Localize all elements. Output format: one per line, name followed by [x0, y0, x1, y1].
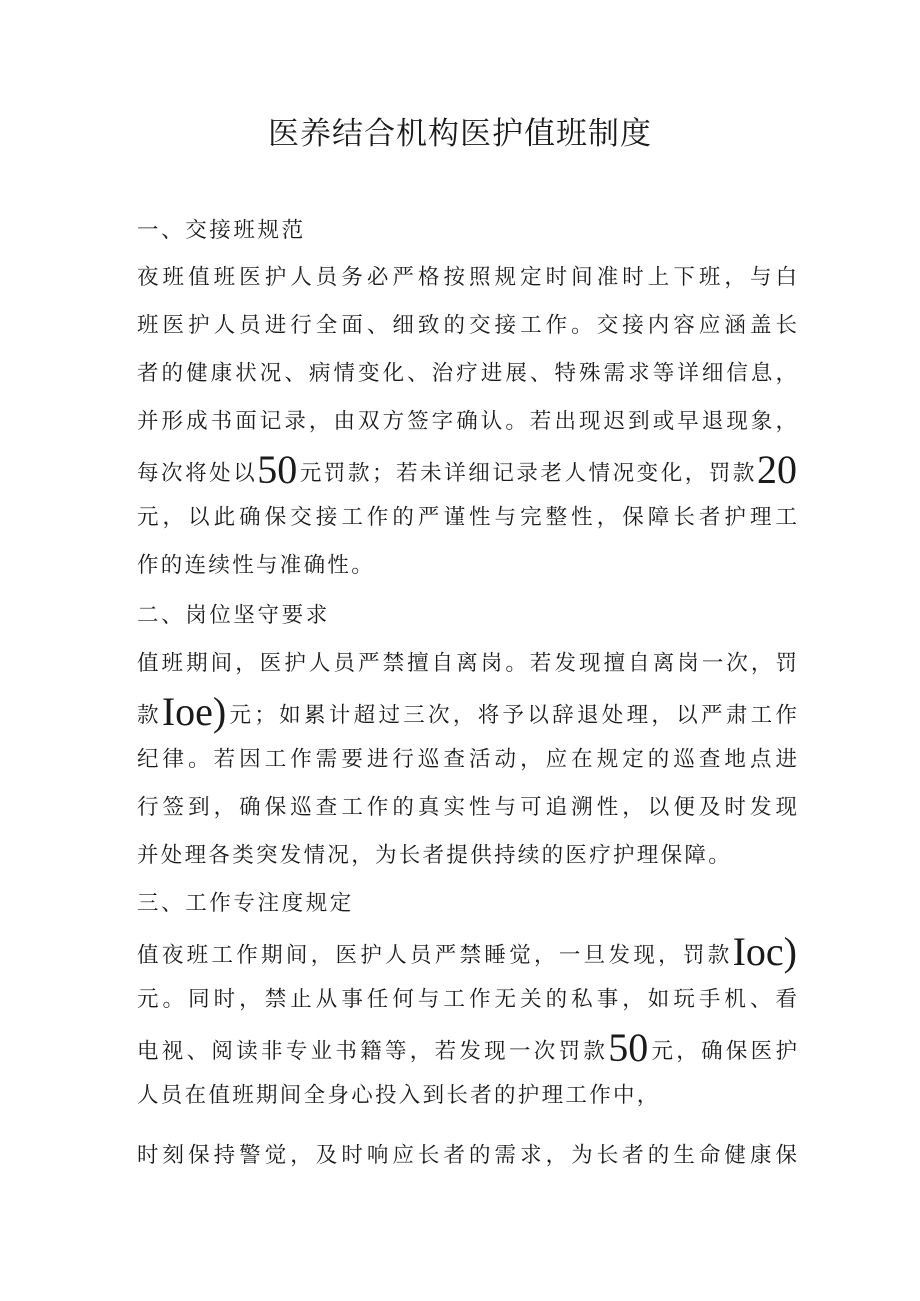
paragraph-line: 作的连续性与准确性。: [137, 553, 376, 578]
section-heading-1: 一、交接班规范: [137, 218, 306, 243]
paragraph-line: 每次将处以50元罚款；若未详细记录老人情况变化，罚款20: [137, 447, 797, 492]
paragraph-line: 款Ioe)元；如累计超过三次，将予以辞退处理，以严肃工作: [137, 689, 797, 734]
paragraph-line: 并形成书面记录，由双方签字确认。若出现迟到或早退现象，: [137, 409, 797, 434]
paragraph-line: 班医护人员进行全面、细致的交接工作。交接内容应涵盖长: [137, 313, 797, 338]
paragraph-line: 元，以此确保交接工作的严谨性与完整性，保障长者护理工: [137, 505, 797, 530]
paragraph-line: 者的健康状况、病情变化、治疗进展、特殊需求等详细信息，: [137, 361, 797, 386]
paragraph-line: 值班期间，医护人员严禁擅自离岗。若发现擅自离岗一次，罚: [137, 651, 797, 676]
paragraph-line: 元。同时，禁止从事任何与工作无关的私事，如玩手机、看: [137, 987, 797, 1012]
fine-amount: 50: [608, 1025, 649, 1070]
paragraph-line: 夜班值班医护人员务必严格按照规定时间准时上下班，与白: [137, 265, 797, 290]
fine-amount: 50: [257, 447, 298, 492]
paragraph-line: 值夜班工作期间，医护人员严禁睡觉，一旦发现，罚款Ioc): [137, 929, 797, 974]
section-heading-3: 三、工作专注度规定: [137, 891, 354, 916]
fine-amount: Ioe): [161, 689, 227, 734]
paragraph-line: 行签到，确保巡查工作的真实性与可追溯性，以便及时发现: [137, 795, 797, 820]
fine-amount: 20: [756, 447, 797, 492]
document-title: 医养结合机构医护值班制度: [268, 116, 652, 152]
paragraph-line: 并处理各类突发情况，为长者提供持续的医疗护理保障。: [137, 843, 733, 868]
paragraph-line: 纪律。若因工作需要进行巡查活动，应在规定的巡查地点进: [137, 747, 797, 772]
section-heading-2: 二、岗位坚守要求: [137, 603, 330, 628]
paragraph-line: 人员在值班期间全身心投入到长者的护理工作中，: [137, 1083, 661, 1108]
paragraph-line: 电视、阅读非专业书籍等，若发现一次罚款50元，确保医护: [137, 1025, 797, 1070]
paragraph-line: 时刻保持警觉，及时响应长者的需求，为长者的生命健康保: [137, 1143, 797, 1168]
fine-amount: Ioc): [732, 929, 797, 974]
